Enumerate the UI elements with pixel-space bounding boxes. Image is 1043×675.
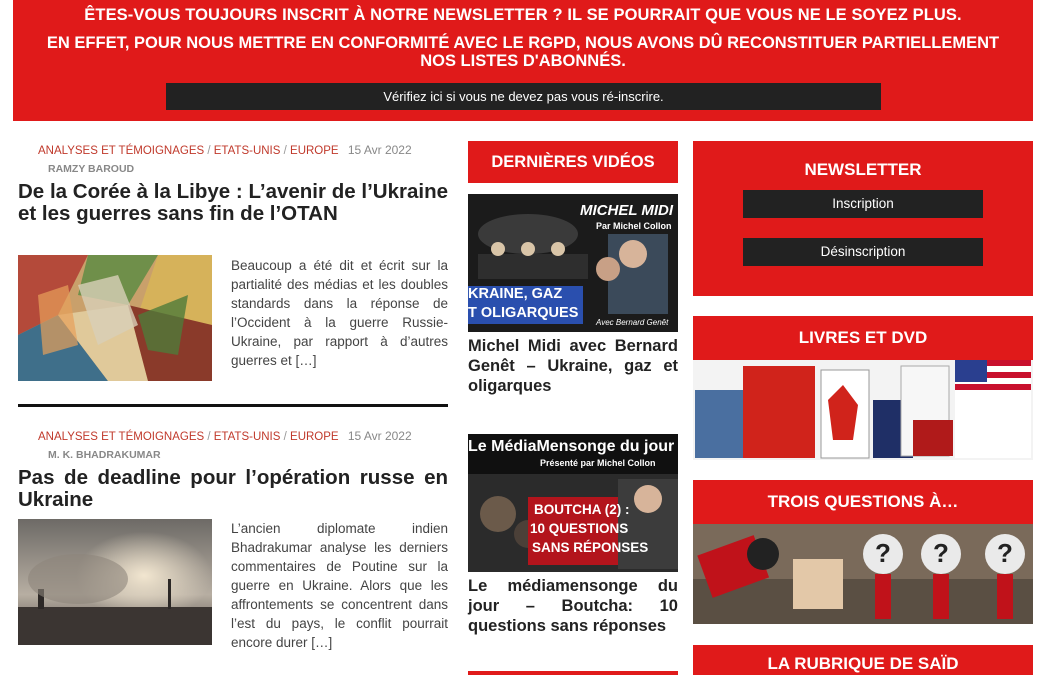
video-overlay-title: Le MédiaMensonge du jour bbox=[468, 438, 675, 455]
newsletter-title: NEWSLETTER bbox=[804, 160, 922, 179]
article-meta: ANALYSES ET TÉMOIGNAGES / ETATS-UNIS / EUROPE 15 Avr 2022 bbox=[38, 143, 412, 157]
newsletter-box bbox=[693, 141, 1033, 296]
article-divider bbox=[18, 404, 448, 407]
video-item[interactable] bbox=[468, 434, 678, 636]
video-overlay-foot: Avec Bernard Genêt bbox=[596, 318, 669, 327]
article-meta: ANALYSES ET TÉMOIGNAGES / ETATS-UNIS / EUROPE 15 Avr 2022 bbox=[38, 429, 412, 443]
article-title[interactable]: Pas de deadline pour l’opération russe en Ukraine bbox=[18, 466, 448, 511]
questions-image[interactable] bbox=[693, 524, 1033, 624]
category-link[interactable]: ANALYSES ET TÉMOIGNAGES bbox=[38, 431, 205, 443]
books-dvd-box bbox=[693, 316, 1033, 460]
video-overlay-title: MICHEL MIDI bbox=[580, 202, 674, 219]
newsletter-banner bbox=[13, 0, 1033, 121]
three-questions-title: TROIS QUESTIONS À… bbox=[767, 492, 959, 511]
video-overlay-band: T OLIGARQUES bbox=[468, 305, 579, 321]
banner-line-2: EN EFFET, POUR NOUS METTRE EN CONFORMITÉ AVEC LE RGPD, NOUS AVONS DÛ RECONSTITUER PARTIELLEMENT NOS LISTES D'ABONNÉS. bbox=[46, 34, 1000, 70]
article-card bbox=[18, 429, 448, 511]
painting-image bbox=[18, 255, 212, 381]
video-thumbnail[interactable] bbox=[468, 194, 678, 332]
video-item[interactable] bbox=[468, 194, 678, 396]
video-overlay-sub: Présenté par Michel Collon bbox=[540, 458, 656, 468]
video-title[interactable]: Le médiamensonge du jour – Boutcha: 10 questions sans réponses bbox=[468, 577, 678, 635]
video-overlay-band: KRAINE, GAZ bbox=[468, 286, 563, 302]
newsletter-subscribe-button[interactable]: Inscription bbox=[743, 190, 983, 218]
video-overlay-band: 10 QUESTIONS bbox=[530, 521, 629, 536]
books-collage-image[interactable] bbox=[693, 360, 1033, 460]
verify-subscription-button[interactable]: Vérifiez ici si vous ne devez pas vous ré-inscrire. bbox=[166, 83, 881, 110]
video-overlay-band: BOUTCHA (2) : bbox=[534, 502, 630, 517]
category-link[interactable]: EUROPE bbox=[290, 431, 339, 443]
article-excerpt: Beaucoup a été dit et écrit sur la partialité des médias et les doubles standards dans la réponse de l’Occident à la guerre Russie-Ukraine, par rapport à d’autres guerres et […] bbox=[231, 258, 448, 368]
article-author[interactable]: M. K. BHADRAKUMAR bbox=[48, 449, 161, 461]
video-title[interactable]: Michel Midi avec Bernard Genêt – Ukraine, gaz et oligarques bbox=[468, 337, 678, 395]
article-author[interactable]: RAMZY BAROUD bbox=[48, 163, 135, 175]
category-link[interactable]: ETATS-UNIS bbox=[213, 145, 281, 157]
smoke-photo-image bbox=[18, 519, 212, 645]
said-rubric-box bbox=[693, 645, 1033, 675]
video-overlay-band: SANS RÉPONSES bbox=[532, 540, 649, 555]
banner-line-1: ÊTES-VOUS TOUJOURS INSCRIT À NOTRE NEWSLETTER ? IL SE POURRAIT QUE VOUS NE LE SOYEZ PLUS. bbox=[84, 6, 962, 24]
article-title[interactable]: De la Corée à la Libye : L’avenir de l’Ukraine et les guerres sans fin de l’OTAN bbox=[18, 180, 448, 225]
article-date: 15 Avr 2022 bbox=[347, 429, 412, 443]
article-thumbnail[interactable] bbox=[18, 519, 212, 645]
svg-text:?: ? bbox=[997, 538, 1013, 568]
article-excerpt: L’ancien diplomate indien Bhadrakumar analyse les derniers commentaires de Poutine sur la guerre en Ukraine. Alors que les affrontements se concentrent dans l’est du pays, le conflit pourrait encore durer […] bbox=[231, 521, 448, 650]
category-link[interactable]: EUROPE bbox=[290, 145, 339, 157]
said-rubric-title: LA RUBRIQUE DE SAÏD bbox=[767, 654, 959, 673]
latest-videos-header: DERNIÈRES VIDÉOS bbox=[468, 141, 678, 183]
svg-text:?: ? bbox=[933, 538, 949, 568]
three-questions-box bbox=[693, 480, 1033, 624]
video-divider bbox=[468, 671, 678, 675]
video-overlay-sub: Par Michel Collon bbox=[596, 221, 672, 231]
svg-text:?: ? bbox=[875, 538, 891, 568]
article-card bbox=[18, 143, 448, 225]
article-date: 15 Avr 2022 bbox=[347, 143, 412, 157]
newsletter-unsubscribe-button[interactable]: Désinscription bbox=[743, 238, 983, 266]
category-link[interactable]: ANALYSES ET TÉMOIGNAGES bbox=[38, 145, 205, 157]
video-thumbnail[interactable] bbox=[468, 434, 678, 572]
article-thumbnail[interactable] bbox=[18, 255, 212, 381]
category-link[interactable]: ETATS-UNIS bbox=[213, 431, 281, 443]
books-dvd-title: LIVRES ET DVD bbox=[798, 328, 928, 347]
